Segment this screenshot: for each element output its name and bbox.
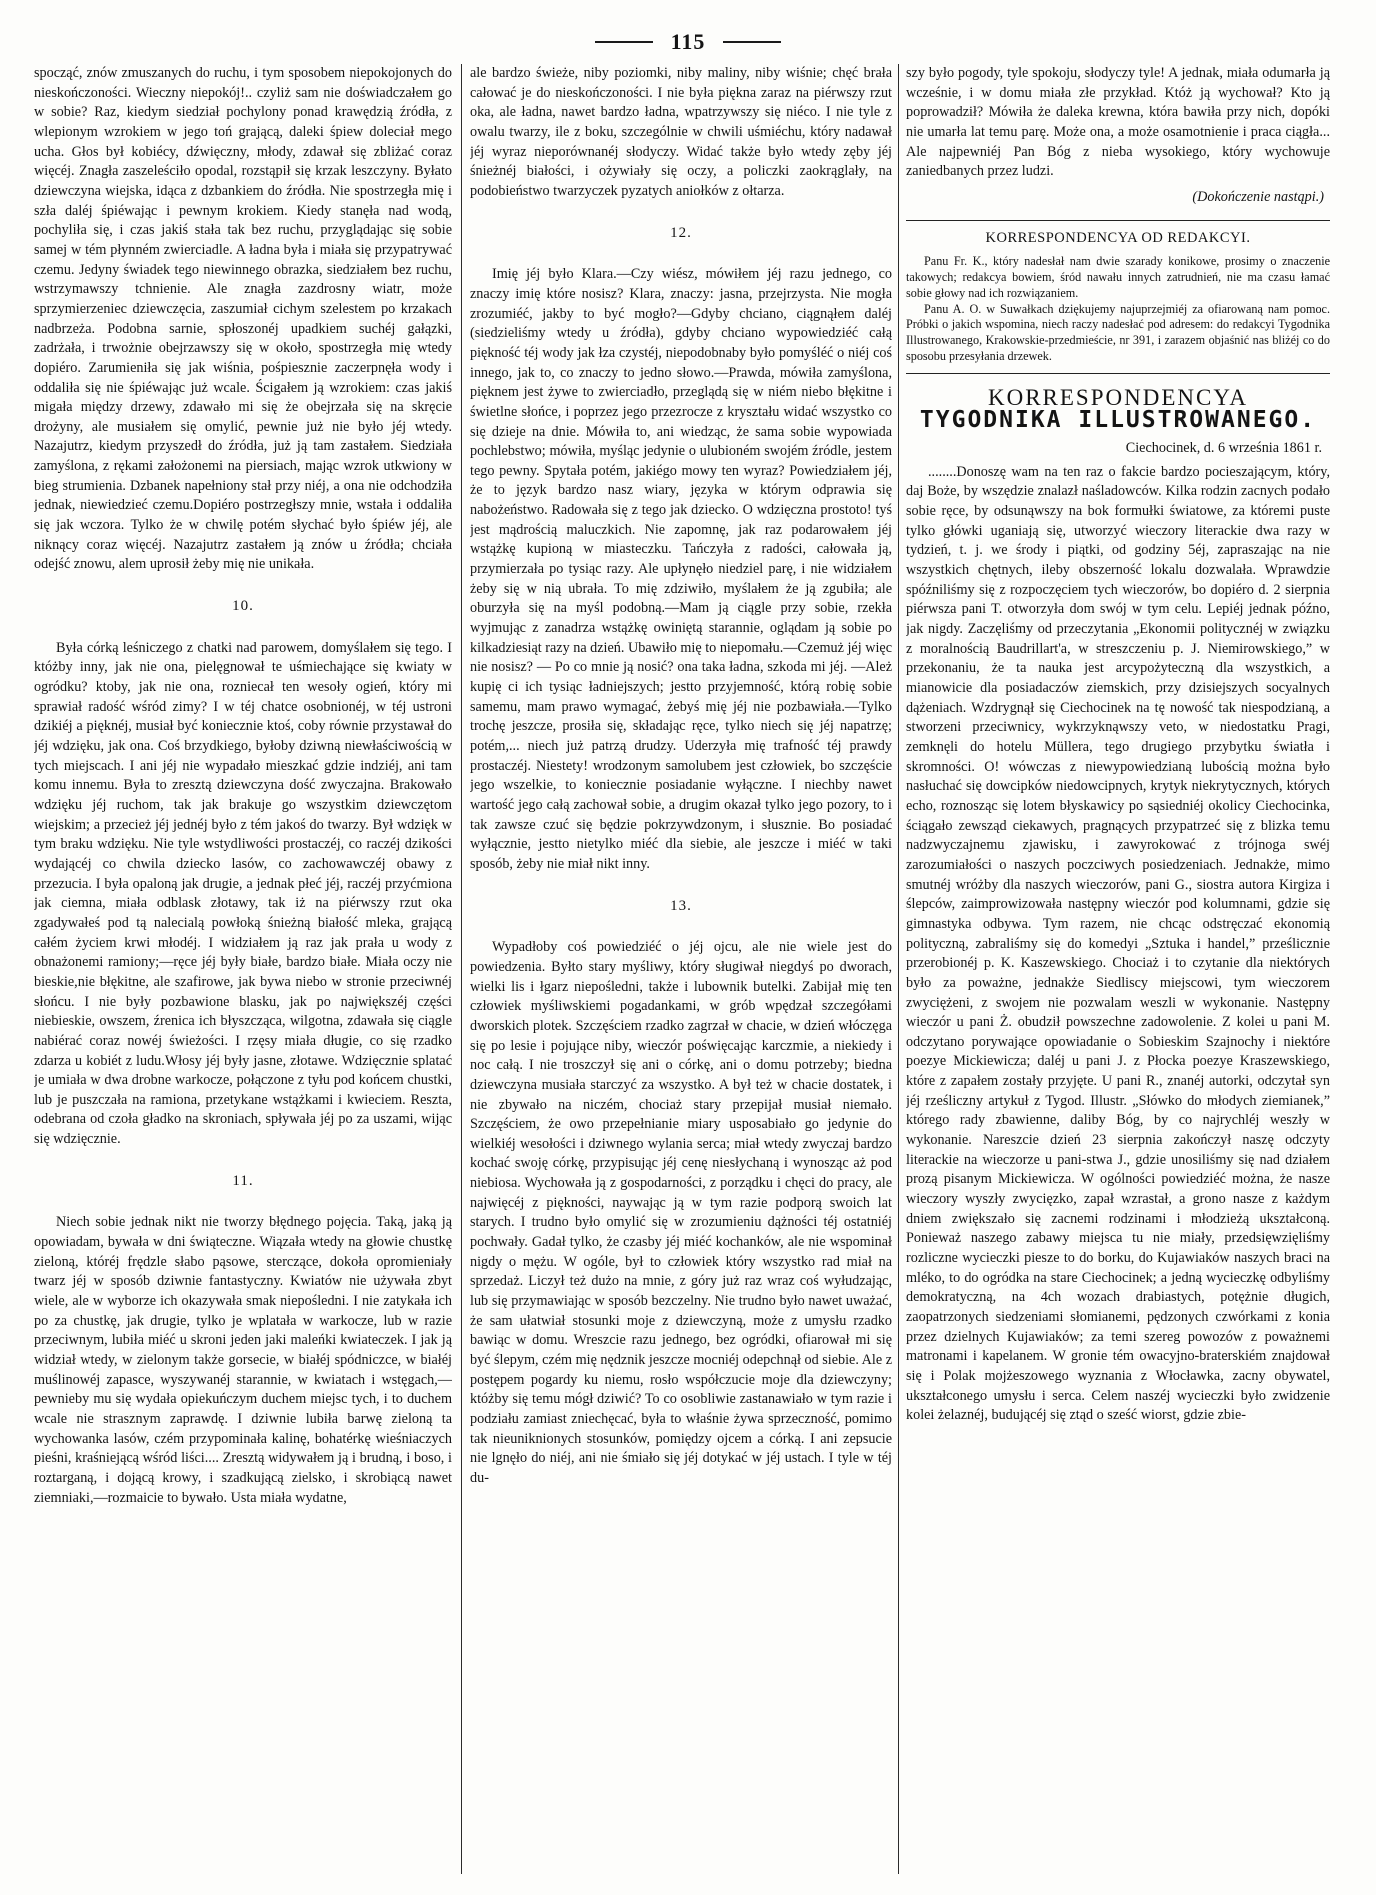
editorial-notes [906,254,1330,365]
editorial-note-2: Panu A. O. w Suwałkach dziękujemy najuprzejmiéj za ofiarowaną nam pomoc. Próbki o jakich wspomina, niech raczy nadesłać pod adresem: do redakcyi Tygodnika Illustrowanego, Krakowskie-przedmieście, nr 391, i zarazem objaśnić nas bliżéj co do sposobu przesyłania drzewek. [906,301,1330,364]
dateline: Ciechocinek, d. 6 września 1861 r. [1125,440,1322,457]
column-divider-1 [461,64,462,1874]
continuation-note: (Dokończenie nastąpi.) [1192,188,1324,205]
section-number-10: 10. [232,598,254,615]
column-2-intro: ale bardzo świeże, niby poziomki, niby maliny, niby wiśnie; chęć brała całować je do nieskończoności. I nie była piękna zaraz na piérwszy rzut oka, ale ładna, nawet bardzo ładna, wpatrzywszy się niéco. I nie tyle z owalu twarzy, ile z boku, szczególnie w chwili uśmiéchu, który nadawał jéj wyraz nieporównanéj słodyczy. Widać także było wtedy zęby jéj śnieżnéj białości, i ożywiały się oczy, a policzki zaokrąglały, na podobieństwo twarzyczek pyzatych aniołków z ołtarza. [470,65,892,199]
editorial-heading: KORRESPONDENCYA OD REDAKCYI. [985,229,1251,246]
correspondence-subheading: TYGODNIKA ILLUSTROWANEGO. [919,407,1317,434]
correspondence-letter: ........Donoszę wam na ten raz o fakcie bardzo pocieszającym, który, daj Boże, by wszędzie znalazł naśladowców. Kilka rodzin zacnych podało sobie ręce, by odsunąwszy na bok formułki światowe, za któremi puste tylko główki uganiają się, utworzyć wieczory literackie dwa razy w tydzień, t. j. we środy i piątki, od godziny 5éj, zapraszając na nie wszystkich chętnych, ileby obszerność lokalu dozwalała. Wprawdzie spóźniliśmy się z rozpoczęciem tych wieczorów, bo dopiéro d. 2 sierpnia piérwsza pani T. otworzyła dom swój w tym celu. Lepiéj jednak późno, jak nigdy. Zaczęliśmy od przeczytania „Ekonomii politycznéj w związku z moralnością Baudrillart'a, w streszczeniu p. J. Niemirowskiego,” w przekonaniu, że ta nauka jest arcypożyteczną dla wszystkich, a mianowicie dla posiadaczów ziemskich, przy dzisiejszych socyalnych dążeniach. Wzdrygnął się Ciechocinek na tę nowość tak niespodzianą, a stworzeni przeciwnicy, wykrzyknąwszy veto, w niedostatku Pragi, zemknęli do hotelu Müllera, tego drugiego przybytku światła i skromności. O! wówczas z niewypowiedzianą lubością można było nasłuchać się dowcipków niedowcipnych, krytyk niekrytycznych, których echo, roznosząc się lotem błyskawicy po sąsiedniéj okolicy Ciechocinka, ściągało zewsząd ciekawych, pragnących przypatrzeć się z blizka temu nadzwyczajnemu zjawisku, i zawyrokować z trójnoga swéj zarozumiałości o naszych poczciwych posiedzeniach. Jednakże, mimo smutnéj wróżby dla naszych wieczorów, pani G., siostra autora Kirgiza i ślepców, zaimprowizowała następny wieczór pod kolumnami, gdzie się gimnastyka odbywa. Tym razem, nie chcąc odstręczać ekonomią polityczną, zabraliśmy się do komedyi „Sztuka i handel,” prześlicznie przerobionéj p. K. Kaszewskiego. Chociaż i to czytanie dla niektórych było za poważne, jednakże Siedliscy miejscowi, tym wieczorem zwyciężeni, z swojem nie pozwalam weszli w wykonanie. Następny wieczór u pani Ż. obudził powszechne zadowolenie. Z kolei u pani M. odczytano porywające opowiadanie o Sobieskim Szajnochy i niektóre poezye Mickiewicza; daléj u pani J. z Płocka poezye Kraszewskiego, które z zapałem zostały przyjęte. U pani R., znanéj autorki, odczytał syn jéj rześliczny artykuł z Tygod. Illustr. „Słówko do młodych ziemianek,” którego rady zbawienne, daliby Bóg, by co najrychléj weszły w wykonanie. Nareszcie dzień 23 sierpnia zakończył naszę odczyty literackie na wieczorze u pani-stwa J., gdzie unosiliśmy się nad działem prozą pisanym Mickiewicza. W ogólności powiedziéć można, że nasze wieczory wyszły zwycięzko, zapał wzrastał, a grono nasze z każdym dniem zwiększało się zacnemi rodzinami i młodzieżą ukształconą. Ponieważ naszego zabawy miejsca tu nie miały, przedsięwzięliśmy rozliczne wycieczki piesze to do borku, do Kujawiaków naszych braci na mléko, to do ogródka na stare Ciechocinek; a jedną wycieczkę odbyliśmy demokratyczną, na 4ch wozach drabiastych, potężnie długich, zaopatrzonych siedzeniami słomianemi, pędzonych czwórkami z konia przez dzielnych Kujawiaków; za temi szereg powozów z poważnemi matronami i kapelanem. W gronie tém owacyjno-braterskiém znajdował się i Polak mojżeszowego wyznania z Włocławka, zacny obywatel, ukształconego umysłu i serca. Celem naszéj wycieczki było zwidzenie kolei żelaznéj, budującéj się ztąd o sześć wiorst, gdzie zbie- [906,463,1330,1424]
section-13-text: Wypadłoby coś powiedziéć o jéj ojcu, ale nie wiele jest do powiedzenia. Byłto stary myśliwy, który sługiwał niegdyś po dworach, wielki lis i łgarz niepośledni, także i lubownik butelki. Zabijał mię ten człowiek myśliwskiemi pogadankami, w grób wpędzał szczegółami dworskich plotek. Szczęściem rzadko zagrzał w chacie, w dzień włóczęga się po lesie i pojujące niby, wieczór poświęcając karczmie, a niekiedy i noc całą. I nie troszczył się ani o córkę, ani o domu potrzeby; biedna dziewczyna musiała starczyć za wszystko. A był też w chacie dostatek, i nie zbywało na niczém, chociaż stary przepijał musiał niemało. Szczęściem, że owo przepełnianie miary usposabiało go jedynie do wielkiéj wesołości i dziwnego wylania serca; miał wtedy zwyczaj bardzo kochać swoję córkę, przypisując jéj cenę niesłychaną i wynosząc aż pod niebiosa. Wychowała ją z gospodarności, z porządku i chęci do pracy, ale najwięcéj z piękności, naywając ją w tym razie podporą swoich lat starych. I trudno było omylić się w zrozumieniu dążności téj ostatniéj pochwały. Gadał tylko, że czasby jéj miéć kochanków, ale nie wspominał nigdy o mężu. W ogóle, był to człowiek który wszystko rad miał na sprzedaż. Liczył też dużo na mnie, z góry już raz wraz coś wyłudzając, lub się przymawiając w sposób bezczelny. Nie trudno było nawet uważać, że sam ułatwiał stosunki moje z dziewczyną, może z umysłu rzadko bawiąc w domu. Wreszcie razu jednego, bez ogródki, ofiarował mi się być ślepym, czém mię nędznik jeszcze mocniéj odepchnął od siebie. Ale z postępem pogardy ku niemu, rosło współczucie moje dla dziewczyny; któżby się temu mógł dziwić? To co osobliwie zastanawiało w tym razie i podziału zamiast zniechęcać, była to właśnie żywa sprzeczność, pomimo tak nieuniknionych stosunków, pomiędzy ojcem a córką. I ani zepsucie nie lgnęło do niéj, ani nie śmiało się jéj dotykać w jéj ustach. I tyle w téj du- [470,939,892,1486]
column-1 [34,64,452,1874]
section-11-text: Niech sobie jednak nikt nie tworzy błędnego pojęcia. Taką, jaką ją opowiadam, bywała w dni świąteczne. Wiązała wtedy na głowie chustkę zieloną, któréj frędzle słabo pąsowe, sterczące, dokoła opromieniały twarz jéj w sposób dziwnie fantastyczny. Kwiatów nie używała zbyt wiele, ale w wyborze ich okazywała smak niepośledni. I nie zatykała ich po za chustkę, jak drugie, tylko je wplatała w warkocze, lub w razie przeciwnym, lubiła miéć u skroni jeden jaki maleńki kwiateczek. I jak ją widział wtedy, w zielonym także gorsecie, w białéj spódniczce, w białéj muślinowéj zapasce, wyszywanéj starannie, w kwiatach i wstęgach,—pewnieby mu się wydała opiekuńczym duchem miejsc tych, i to duchem wcale nie strasznym zaprawdę. I dziwnie lubiła barwę zieloną ta wychowanka lasów, czém przypominała kalinę, bohatérkę wieśniaczych pieśni, kraśniejącą wśród liści.... Zresztą widywałem ją i brudną, i boso, i roztarganą, i dojącą krowy, i szadkującą zielsko, i skrobiącą nawet ziemniaki,—rozmaicie to bywało. Usta miała wydatne, [34,1214,452,1506]
page-number: 115 [670,29,706,54]
section-rule [906,220,1330,221]
column-3-intro: szy było pogody, tyle spokoju, słodyczy tyle! A jednak, miała odumarła ją wcześnie, i w domu miała złe przykład. Któż ją wychował? Kto ją poprowadził? Mówiła że daleka krewna, która bawiła przy nich, dopóki nie umarła lat temu parę. Może ona, a może osamotnienie i praca ciągła... Ale najpewniéj Pan Bóg z nieba wysokiego, który wychowuje zaniedbanych przez ludzi. [906,65,1330,180]
header-rule-left [595,41,653,43]
column-2 [470,64,892,1874]
editorial-note-1: Panu Fr. K., który nadesłał nam dwie szarady konikowe, prosimy o znaczenie takowych; redakcya bowiem, śród nawału innych zatrudnień, nie ma czasu łamać sobie głowy nad ich rozwiązaniem. [906,254,1330,300]
section-10-text: Była córką leśniczego z chatki nad parowem, domyślałem się tego. I któżby inny, jak nie ona, pielęgnował te uśmiechające się kwiaty w ogródku? ktoby, jak nie ona, rozniecał ten wesoły ogień, który mi sprawiał radość wśród zimy? I w téj chatce osobnionéj, w téj ustroni dzikiéj a pięknéj, musiał być koniecznie ktoś, coby równie przystawał do jéj wdzięku, jak ona. Coś brzydkiego, byłoby dziwną niewłaściwością w tych miejscach. I ani jéj nie wypadało mieszkać gdzie indziéj, ani tam komu innemu. Była to zresztą dziewczyna dość zwyczajna. Brakowało wdzięku jéj ruchom, tak jak brakuje go wszystkim dziewczętom wiejskim; a przecież jéj jednéj było z tém jakoś do twarzy. Był wdzięk w tym braku wdzięku. Nie tyle wstydliwości prostaczéj, co raczéj dzikości wydającéj co chwila dziecko lasów, co zachowawczéj obawy z przezucia. I była opaloną jak drugie, a jednak płeć jéj, raczéj przyćmiona jak ciemna, miała odblask złotawy, tak iż na piérwszy rzut oka zgadywałeś pod tą nalecialą powłoką śnieżną białość mleka, grającą całém życiem krwi młodéj. I widziałem ją raz jak prała u wody z obnażonemi ramiony;—ręce jéj były białe, bardzo białe. Miała oczy nie bieskie,nie błękitne, ale szafirowe, jak bywa niebo w stronie przeciwnéj słońcu. I nie były pozbawione blasku, jak po największéj części niebieskie, owszem, źrenica ich błyszcząca, wilgotna, zdawała się ciągle nabiérać coraz nowéj świeżości. I rzęsy miała długie, co się rzadko zdarza u kobiét z ludu.Włosy jéj były jasne, złotawe. Wdzięcznie splatać je umiała w dwa drobne warkocze, połączone z tyłu pod końcem chustki, lub je puszczała na ramiona, przetykane wstążkami i kwieciem. Reszta, odebrana od czoła gładko na skroniach, spływała jéj po za uszami, wijąc się wdzięcznie. [34,639,452,1148]
section-12-text: Imię jéj było Klara.—Czy wiész, mówiłem jéj razu jednego, co znaczy imię które nosisz? Klara, znaczy: jasna, przejrzysta. Nie mogła zrozumiéć, jakby to być mogło?—Gdyby chciano, ciągnąłem daléj (siedzieliśmy wtedy u źródła), gdyby chciano wypowiedziéć całą piękność téj wody jak łza czystéj, niepodobnaby było pomyśléć o niéj coś innego, jak to, co znaczy to jedno słowo.—Prawda, mówiła zamyślona, pięknem jest żywe to zwierciadło, przeglądą się w niém niebo błękitne i świetlne słońce, i poprzez jego przezrocze z kryształu widać wszystko co się dzieje na dnie. Mówiła to, ani wiedząc, że sama sobie wypowiada pochlebstwo; mówiła, myśląc jedynie o ulubioném swojém źródle, jestem tego pewny. Spytała potém, jakiégo mowy ten wyraz? Powiedziałem jéj, że to język bardzo nasz wiary, języka w którym odprawia się nabożeństwo. Radowała się z tego jak dziecko. O wdzięczna prostoto! tyś jest mądrością maluczkich. Nie zapomnę, jak raz podarowałem jéj wstążkę kupioną w miasteczku. Tańczyła z radości, całowała ją, przymierzała po tysiąc razy. Ale upłynęło niedziel parę, i nie widziałem żeby się w nią ubrała. To mię zdziwiło, myślałem że ją zgubiła; ale oburzyła się na myśl podobną.—Mam ją ciągle przy sobie, rzekła wyjmując z zanadrza wstążkę owiniętą starannie, oglądam ją sobie po kilkadziesiąt razy na dzień. Ubawiło mię to niepomału.—Czemuż jéj więc nie nosisz? — Po co mnie ją nosić? ona taka ładna, szkoda mi jéj. —Ależ kupię ci ich tysiąc ładniejszych; jestto przyjemność, którą robię sobie samemu, mam prawo wymagać, żebyś mię jéj nie pozbawiała.—Tylko trochę jeszcze, prosiła się, składając ręce, tylko niech się jéj napatrzę; potém,... niech już patrzą drudzy. Uderzyła mię trafność téj prawdy prostaczéj. Niestety! wrodzonym samolubem jest człowiek, bo szczęście jego wszelkie, to koniecznie posiadanie wyłączne. I niechby nawet wartość jego całą zachował sobie, a drugim okazał tylko jego pozory, to i tak zawsze czuć się będzie pokrzywdzonym, i słusznie. Bo posiadać wyłącznie, jestto nietylko miéć dla siebie, ale jeszcze i miéć w taki sposób, żeby nie miał nikt inny. [470,266,892,872]
section-rule [906,373,1330,374]
column-divider-2 [898,64,899,1874]
column-1-intro: spocząć, znów zmuszanych do ruchu, i tym sposobem niepokojonych do nieskończoności. Wieczny niepokój!.. czyliż sam nie doświadczałem go w sobie? Raz, kiedym siedział pochylony ponad krawędzią źródła, z wlepionym wzrokiem w jego toń grającą, daleki śpiew doleciał mego ucha. Głos był kobiécy, dźwięczny, młody, zdawał się zbliżać coraz więcéj. Znagła zaszeleściło opodal, rozstąpił się krzak leszczyny. Byłato dziewczyna wiejska, idąca z dzbankiem do źródła. Nie spostrzegła mię i szła daléj śpiéwając i pewnym krokiem. Kiedy stanęła nad wodą, pochyliła się, i czas jakiś stała tak bez ruchu, przyglądając się sobie samej w tém płynném zwierciadle. A ładna była i miała się przypatrywać czemu. Jedyny świadek tego niewinnego obrazka, siedziałem bez ruchu, wstrzymawszy tchnienie. Ale znagła zazdrosny wiatr, może sprzymierzeniec dziewczęcia, zaszumiał cichym szelestem po krzakach nadbrzeża. Podobna sarnie, spłoszonéj upadkiem suchéj gałązki, zadrżała, i trwożnie obejrzawszy się w około, spostrzegła mię wtedy dopiéro. Zarumieniła się jak wiśnia, pośpiesznie zaczerpnęła wody i oddaliła się nie śpiéwając już wcale. Ścigałem ją wzrokiem: czas jakiś migała między drzewy, zdawało mi się że obejrzała się na skręcie drożyny, ale musiałem się omylić, pewnie już nie było jéj wtedy. Nazajutrz, kiedym przyszedł do źródła, już ją tam zastałem. Siedziała zamyślona, z rękami założonemi na piersiach, mając wzrok utkwiony w bieg strumienia. Dzbanek napełniony stał przy niéj, a ona nie odchodziła jednak, niewiedzieć czemu.Dopiéro postrzegłszy mnie, wstała i oddaliła się jak wczora. Tylko że w chwilę potém słychać było śpiéw jéj, ale niknący coraz więcéj. Nazajutrz zastałem ją znów u źródła; chciała odejść znowu, alem uprosił żeby mię nie unikała. [34,65,452,573]
section-number-13: 13. [670,897,692,914]
correspondence-heading: KORRESPONDENCYA [987,384,1249,410]
section-number-12: 12. [670,224,692,241]
header-rule-right [723,41,781,43]
page-header [0,24,1376,60]
column-3 [906,64,1330,1874]
section-number-11: 11. [232,1172,254,1189]
